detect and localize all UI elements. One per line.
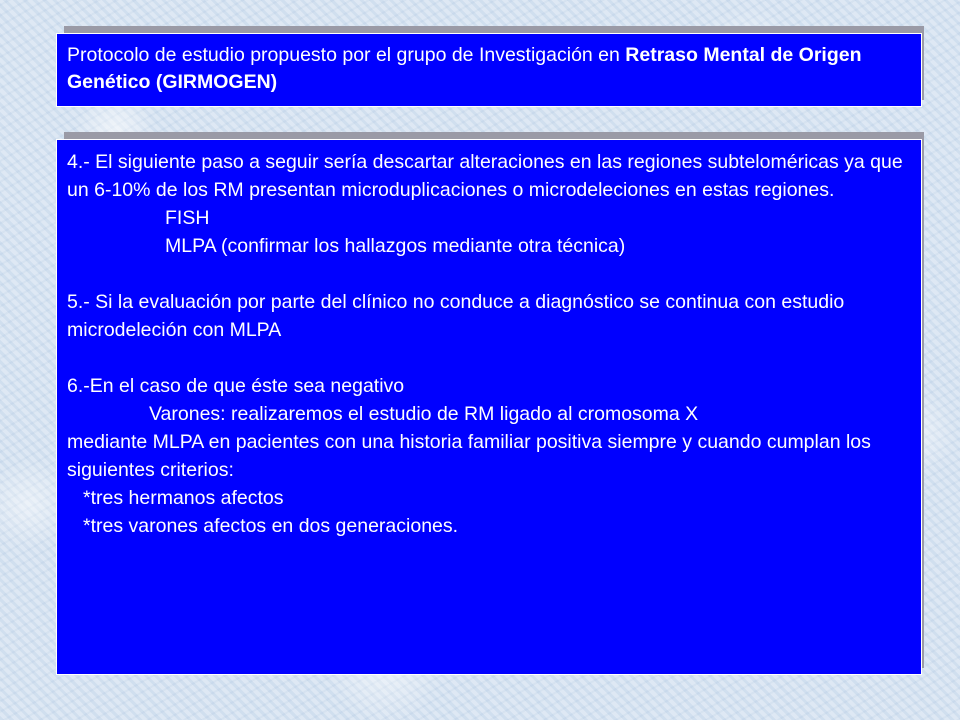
varones-line-1: Varones: realizaremos el estudio de RM ligado al cromosoma X [149,403,699,425]
step-4-paragraph: 4.- El siguiente paso a seguir sería descartar alteraciones en las regiones subteloméricas ya que un 6-10% de los RM presentan microduplicaciones o microdeleciones en estas regiones. [67,151,903,201]
step-6-heading: 6.-En el caso de que éste sea negativo [67,375,405,397]
mlpa-item: MLPA (confirmar los hallazgos mediante otra técnica) [165,235,626,257]
spacer [67,260,911,288]
criterion-1: *tres hermanos afectos [83,487,284,509]
step-5-paragraph: 5.- Si la evaluación por parte del clínico no conduce a diagnóstico se continua con estudio microdeleción con MLPA [67,291,845,341]
body-panel [56,139,922,675]
title-text-normal: Protocolo de estudio propuesto por el grupo de Investigación en [67,44,626,66]
fish-item: FISH [165,207,210,229]
spacer [67,344,911,372]
title-panel [56,33,922,107]
title-text-bold: Retraso Mental de Origen Genético (GIRMOGEN) [67,44,862,93]
criterion-2: *tres varones afectos en dos generaciones. [83,515,459,537]
varones-line-2: mediante MLPA en pacientes con una historia familiar positiva siempre y cuando cumplan los siguientes criterios: [67,431,871,481]
